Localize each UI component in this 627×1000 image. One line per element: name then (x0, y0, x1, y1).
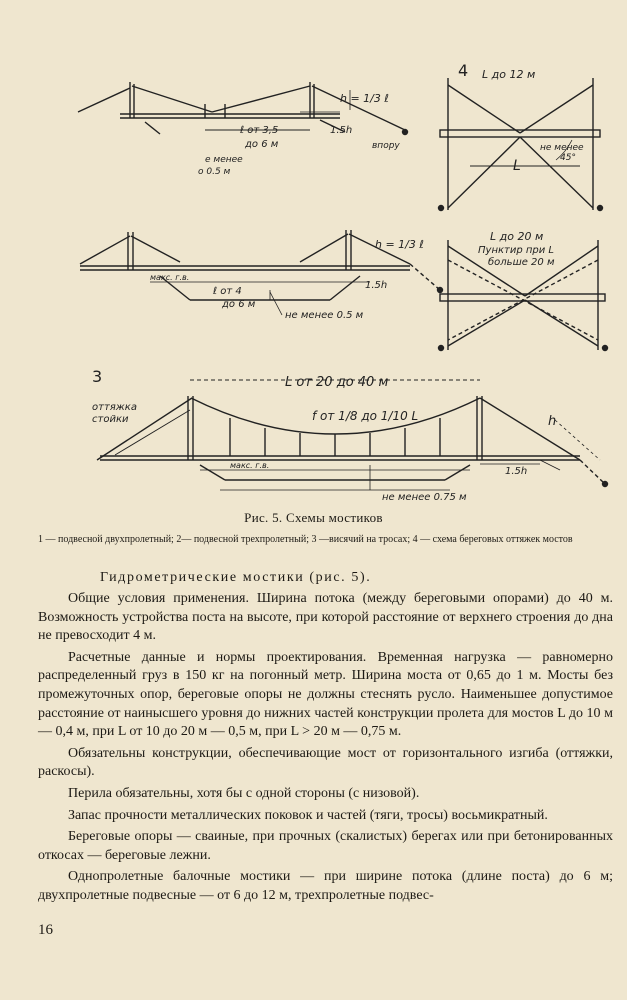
paragraph: Береговые опоры — сваиные, при прочных (скалистых) берегах или при бетонированных откосах — береговые лежни. (38, 829, 613, 863)
label-punktir-1: Пунктир при L (478, 245, 555, 256)
label-do-6m: до 6 м (245, 139, 279, 150)
label-1-5h: 1.5h (330, 125, 353, 136)
section-heading: Гидрометрические мостики (рис. 5). (100, 570, 372, 585)
label-ottyazhka-2: стойки (92, 414, 129, 425)
label-maks-gv: макс. г.в. (150, 273, 190, 282)
scheme-4 (439, 78, 608, 351)
paragraph: Обязательны конструкции, обеспечивающие мост от горизонтального изгиба (оттяжки, раскосы). (38, 745, 613, 780)
label-ne-menee-075: не менее 0.75 м (382, 492, 467, 503)
label-ne-menee-05m: не менее 0.5 м (285, 310, 364, 321)
label-vporu: впору (372, 141, 400, 151)
paragraph: Расчетные данные и нормы проектирования. Временная нагрузка — равномерно распределенный груз в 150 кг на погонный метр. Ширина моста от 0,65 до 1 м. Мосты без промежуточных опор, береговые опоры не должны стеснять русло. Наименьшее допустимое расстояние от наинысшего уровня до нижних частей конструкции пролета для мостов L до 10 м — 0,4 м, при L от 10 до 20 м — 0,5 м, при L > 20 м — 0,75 м. (38, 649, 613, 740)
label-l-span-2: ℓ от 4 (213, 286, 242, 297)
label-maks-gv-2: макс. г.в. (230, 461, 270, 470)
label-h: h (548, 414, 557, 429)
label-ottyazhka-1: оттяжка (92, 402, 137, 413)
paragraph: Общие условия применения. Ширина потока (между береговыми опорами) до 40 м. Возможность устройства поста на высоте, при которой расстояние от верхнего строения до дна не превосходит 4 м. (38, 591, 613, 644)
figure-caption-title: Рис. 5. Схемы мостиков (244, 510, 383, 525)
scheme-3 (97, 380, 608, 490)
label-L-do-20: L до 20 м (490, 230, 544, 243)
paragraph: Запас прочности металлических поковок и частей (тяги, тросы) восьмикратный. (68, 807, 548, 823)
label-h-third-2: h = 1/3 ℓ (375, 238, 424, 251)
panel-number-3: 3 (92, 367, 103, 386)
label-ne-menee-a: е менее (205, 155, 243, 165)
figure-caption-legend: 1 — подвесной двухпролетный; 2— подвесной трехпролетный; 3 —висячий на тросах; 4 — схема береговых оттяжек мостов (38, 534, 573, 545)
paragraph: Однопролетные балочные мостики — при ширине потока (длине поста) до 6 м; двухпролетные подвесные — от 6 до 12 м, трехпролетные подвес- (38, 869, 613, 903)
label-ne-menee-45: не менее (540, 143, 584, 153)
label-L-do-12: L до 12 м (482, 68, 536, 81)
page-number: 16 (38, 922, 53, 938)
label-l-span-1: ℓ от 3,5 (240, 125, 279, 136)
panel-number-4: 4 (458, 61, 469, 80)
label-punktir-2: больше 20 м (488, 257, 555, 268)
label-1-5h-2: 1.5h (365, 280, 388, 291)
label-L: L (513, 158, 521, 174)
label-h-third: h = 1/3 ℓ (340, 92, 389, 105)
label-L-20-40: L от 20 до 40 м (285, 375, 389, 390)
label-do-6m-b: до 6 м (222, 299, 256, 310)
paragraph: Перила обязательны, хотя бы с одной стороны (с низовой). (68, 785, 420, 801)
body-text (38, 590, 613, 909)
label-f-formula: f от 1/8 до 1/10 L (312, 409, 419, 423)
label-45-deg: 45° (560, 153, 576, 163)
label-1-5h-3: 1.5h (505, 466, 528, 477)
label-ne-menee-b: о 0.5 м (198, 167, 231, 177)
